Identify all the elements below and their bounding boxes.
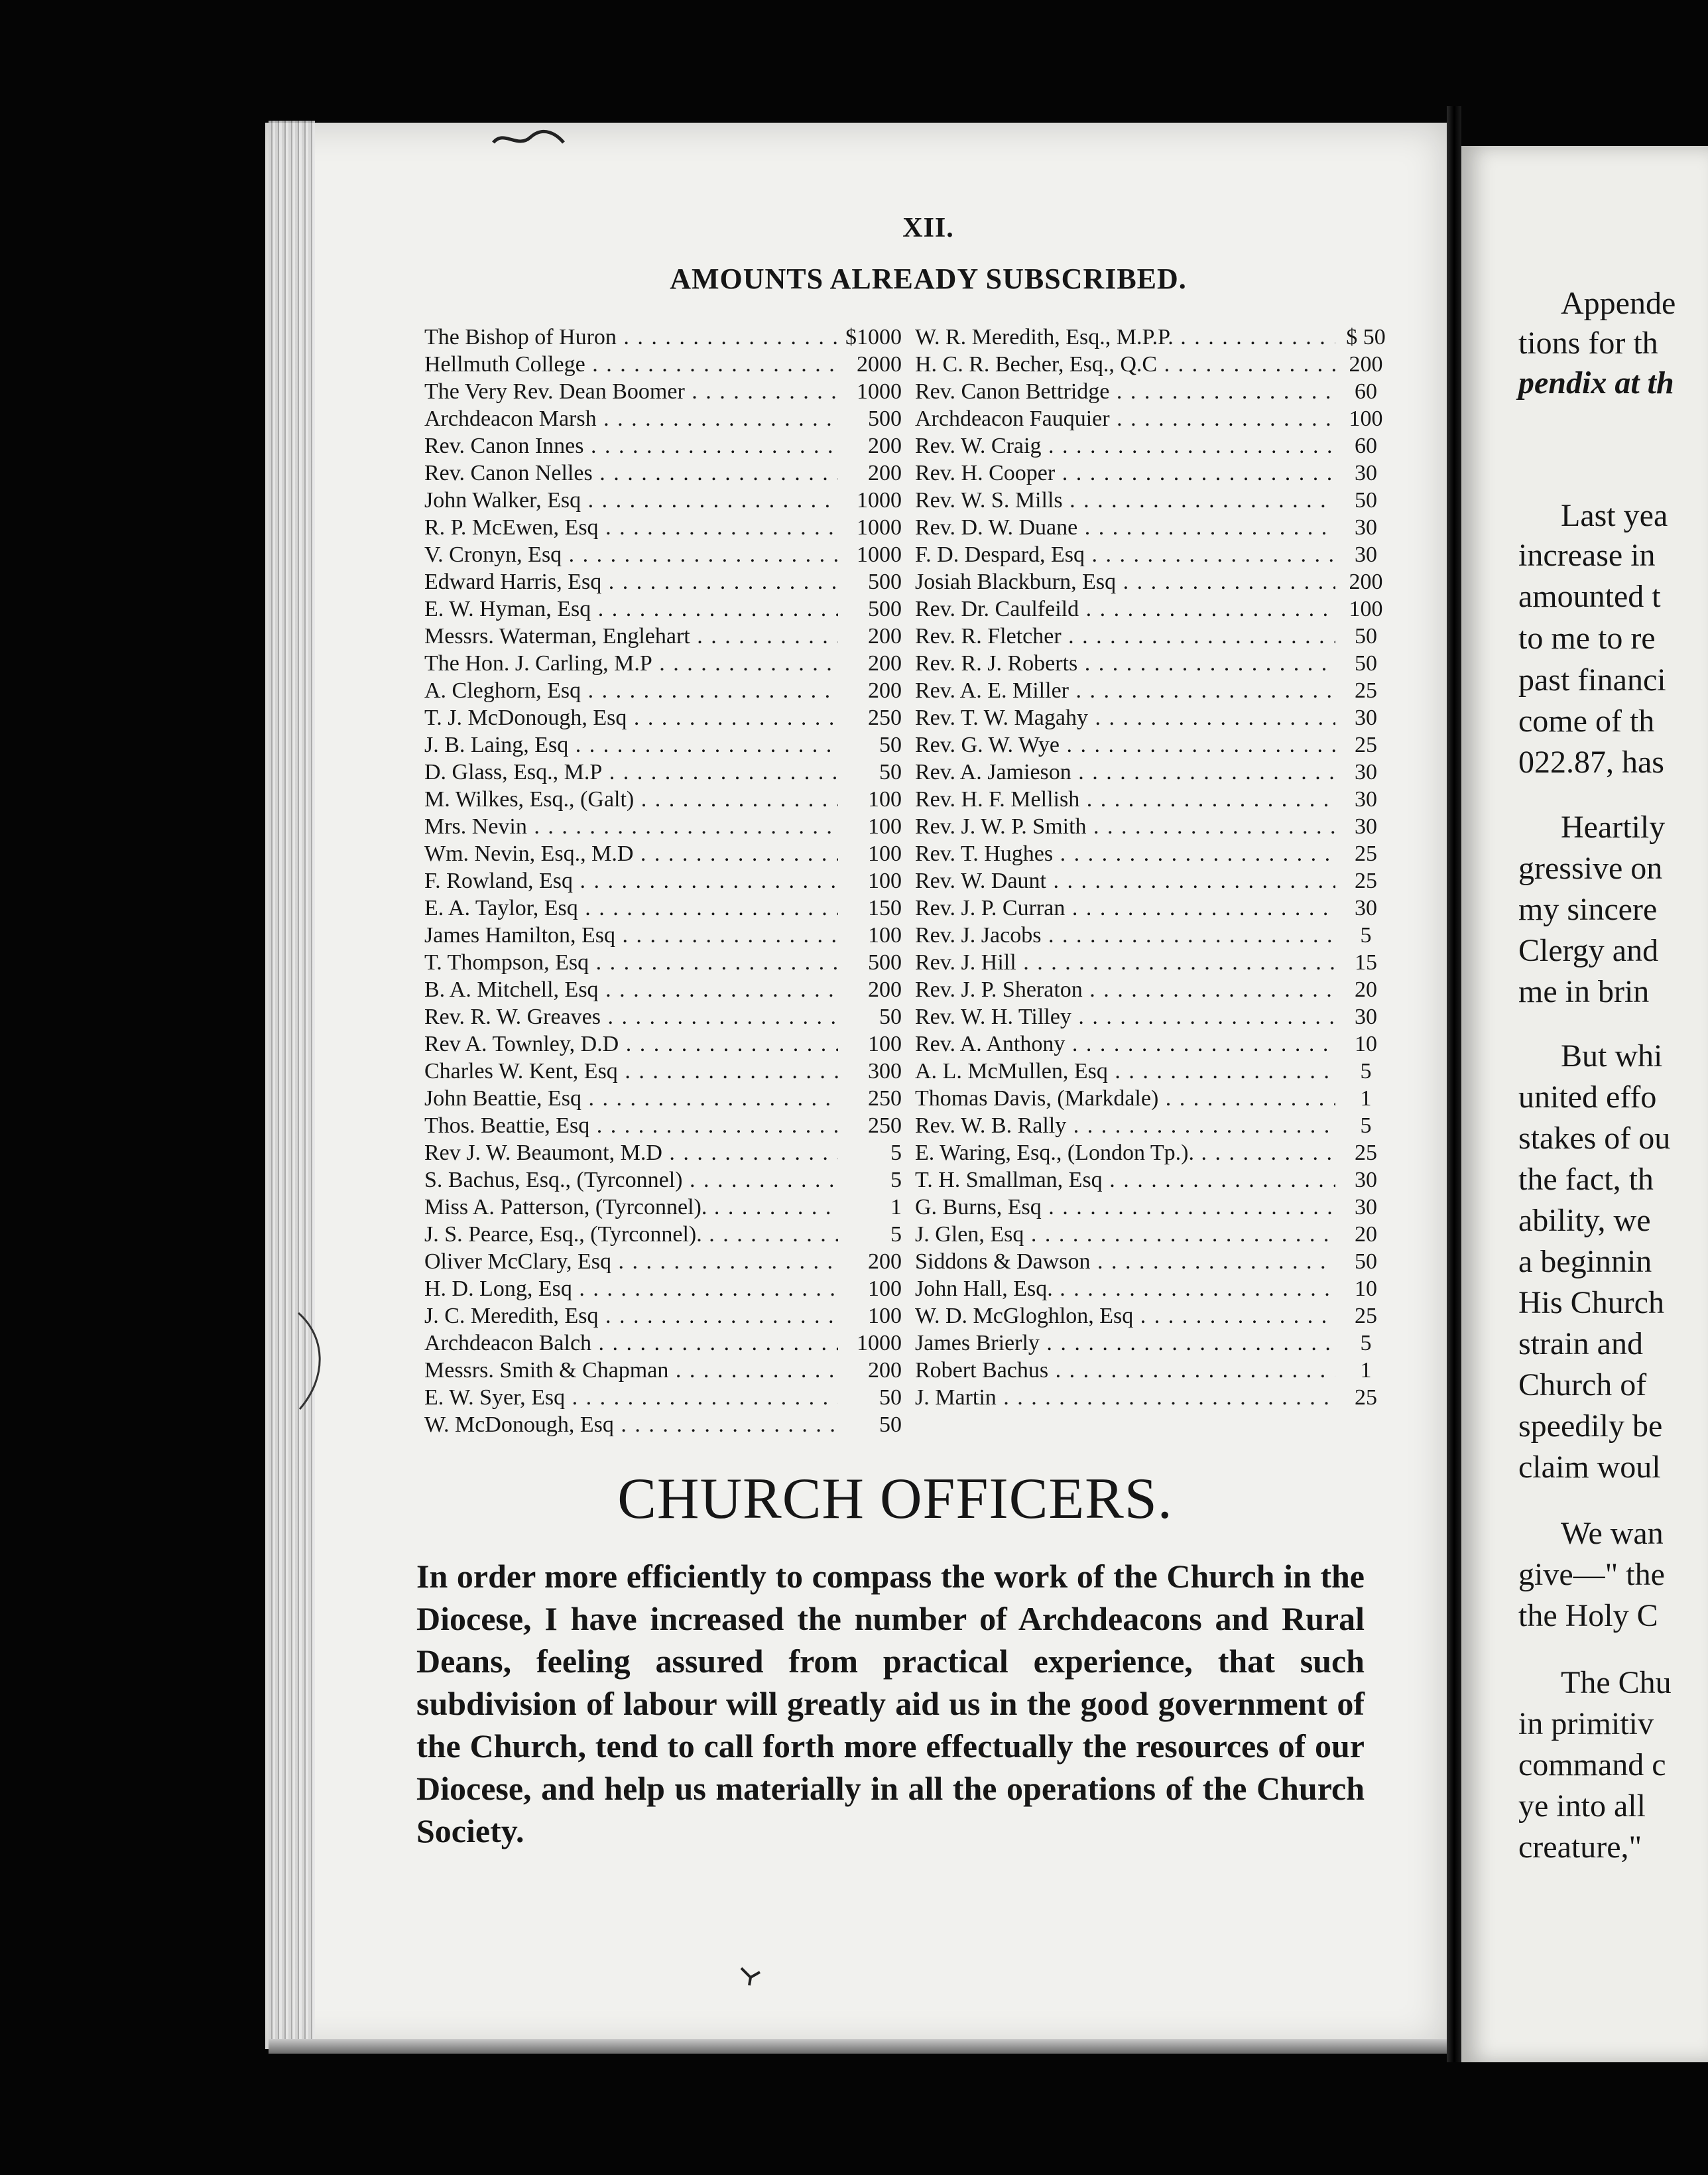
subscriber-name: Josiah Blackburn, Esq . . . — [915, 568, 1335, 595]
subscriber-name: E. Waring, Esq., (London Tp.). . . . — [915, 1139, 1335, 1166]
subscriber-row — [915, 650, 1392, 677]
subscriber-amount: 5 — [1360, 1059, 1372, 1084]
subscriber-row — [915, 840, 1392, 867]
subscriber-name: Oliver McClary, Esq . . . — [424, 1248, 838, 1275]
right-page-line: amounted t — [1518, 579, 1661, 614]
subscriber-row — [915, 432, 1392, 460]
subscriber-row — [424, 595, 902, 623]
subscriber-name: S. Bachus, Esq., (Tyrconnel) . . . — [424, 1166, 838, 1194]
subscriber-name: Siddons & Dawson . . . — [915, 1248, 1335, 1275]
subscriber-name: H. D. Long, Esq . . . — [424, 1275, 838, 1302]
subscriber-row — [915, 1384, 1392, 1411]
subscriber-name: John Beattie, Esq . . . — [424, 1085, 838, 1112]
right-page-line: the fact, th — [1518, 1162, 1654, 1197]
subscriber-name: Rev. J. P. Curran . . . — [915, 895, 1335, 922]
subscriber-row — [915, 759, 1392, 786]
right-page-line: ye into all — [1518, 1788, 1646, 1824]
subscriber-row — [915, 1194, 1392, 1221]
subscriber-row — [915, 922, 1392, 949]
subscriber-name: E. W. Hyman, Esq . . . — [424, 595, 838, 623]
subscriber-amount: 50 — [1355, 624, 1377, 649]
subscriber-name: T. J. McDonough, Esq . . . — [424, 704, 838, 731]
subscriber-name: Rev. J. Jacobs . . . — [915, 922, 1335, 949]
subscriber-row — [424, 1384, 902, 1411]
subscriber-name: Messrs. Smith & Chapman . . . — [424, 1357, 838, 1384]
subscriber-row — [915, 324, 1392, 351]
subscriber-row — [424, 895, 902, 922]
subscriber-row — [424, 1003, 902, 1030]
subscriber-row — [915, 786, 1392, 813]
subscriber-row — [424, 867, 902, 895]
subscriber-row — [424, 514, 902, 541]
subscriber-row — [424, 1330, 902, 1357]
subscriber-amount: 1000 — [857, 488, 902, 513]
subscriber-row — [424, 1194, 902, 1221]
subscriber-row — [424, 704, 902, 731]
subscriber-row — [424, 1357, 902, 1384]
subscriber-name: James Hamilton, Esq . . . — [424, 922, 838, 949]
subscriber-name: Rev. Canon Bettridge . . . — [915, 378, 1335, 405]
right-page-line: gressive on — [1518, 851, 1663, 886]
subscriber-amount: 25 — [1355, 733, 1377, 757]
subscriber-amount: 50 — [879, 1412, 902, 1437]
subscriber-name: W. R. Meredith, Esq., M.P.P. . . . — [915, 324, 1335, 351]
subscriber-row — [915, 677, 1392, 704]
right-page-line: tions for th — [1518, 326, 1658, 361]
subscriber-amount: 100 — [1349, 406, 1383, 431]
subscriber-row — [915, 1166, 1392, 1194]
subscriber-amount: 5 — [1360, 923, 1372, 948]
subscriber-amount: 500 — [868, 570, 902, 594]
subscriber-row — [915, 351, 1392, 378]
right-page-line: strain and — [1518, 1326, 1643, 1361]
subscriber-row — [424, 487, 902, 514]
subscriber-row — [915, 378, 1392, 405]
subscriber-row — [424, 405, 902, 432]
subscriber-name: Rev. T. W. Magahy . . . — [915, 704, 1335, 731]
subscriber-row — [915, 813, 1392, 840]
subscribers-left-column — [424, 324, 902, 1438]
right-page-line: pendix at th — [1518, 365, 1674, 401]
subscriber-row — [424, 623, 902, 650]
subscriber-name: J. C. Meredith, Esq . . . — [424, 1302, 838, 1330]
subscriber-row — [915, 867, 1392, 895]
right-page-line: Clergy and — [1518, 933, 1659, 968]
subscriber-row — [915, 623, 1392, 650]
subscriber-name: Rev. A. Jamieson . . . — [915, 759, 1335, 786]
subscriber-amount: 30 — [1355, 787, 1377, 812]
right-page-line: Heartily — [1561, 810, 1666, 845]
subscriber-row — [915, 1221, 1392, 1248]
subscriber-amount: 300 — [868, 1059, 902, 1084]
subscriber-row — [424, 976, 902, 1003]
right-page-line: claim woul — [1518, 1450, 1661, 1485]
right-page-line: stakes of ou — [1518, 1121, 1671, 1156]
subscriber-amount: 200 — [868, 461, 902, 485]
subscriber-amount: 250 — [868, 1086, 902, 1111]
subscriber-row — [424, 378, 902, 405]
subscriber-amount: 15 — [1355, 950, 1377, 975]
subscriber-amount: 100 — [868, 814, 902, 839]
subscriber-row — [915, 1112, 1392, 1139]
subscriber-amount: 20 — [1355, 1222, 1377, 1247]
subscriber-name: Rev A. Townley, D.D . . . — [424, 1030, 838, 1058]
subscriber-row — [915, 1030, 1392, 1058]
subscriber-amount: 5 — [890, 1222, 902, 1247]
subscriber-name: Mrs. Nevin . . . — [424, 813, 838, 840]
subscriber-amount: 25 — [1355, 841, 1377, 866]
subscriber-amount: 10 — [1355, 1276, 1377, 1301]
subscriber-amount: 25 — [1355, 1304, 1377, 1328]
right-page-line: in primitiv — [1518, 1706, 1654, 1741]
subscriber-row — [424, 432, 902, 460]
subscriber-name: Rev. W. S. Mills . . . — [915, 487, 1335, 514]
subscriber-amount: 1 — [1360, 1086, 1372, 1111]
subscriber-amount: 100 — [868, 1276, 902, 1301]
subscriber-name: Rev. A. E. Miller . . . — [915, 677, 1335, 704]
subscriber-name: Rev. G. W. Wye . . . — [915, 731, 1335, 759]
subscriber-row — [424, 1302, 902, 1330]
subscriber-name: Rev. J. Hill . . . — [915, 949, 1335, 976]
subscriber-name: The Bishop of Huron . . . — [424, 324, 838, 351]
right-page-line: speedily be — [1518, 1408, 1663, 1444]
subscriber-name: Rev. W. Craig . . . — [915, 432, 1335, 460]
subscriber-name: Rev. R. Fletcher . . . — [915, 623, 1335, 650]
subscriber-name: Rev. W. H. Tilley . . . — [915, 1003, 1335, 1030]
subscriber-row — [424, 1275, 902, 1302]
subscriber-name: Rev. R. W. Greaves . . . — [424, 1003, 838, 1030]
ink-mark-top — [491, 123, 570, 156]
subscriptions-heading: AMOUNTS ALREADY SUBSCRIBED. — [670, 263, 1187, 295]
subscriber-amount: 200 — [868, 1358, 902, 1383]
subscriber-row — [424, 786, 902, 813]
subscriber-name: Thos. Beattie, Esq . . . — [424, 1112, 838, 1139]
subscriber-row — [915, 1058, 1392, 1085]
subscriber-name: Rev. H. Cooper . . . — [915, 460, 1335, 487]
right-page-line: Church of — [1518, 1367, 1647, 1402]
right-page-line: creature," — [1518, 1830, 1642, 1865]
subscriber-row — [915, 1357, 1392, 1384]
subscriber-name: W. D. McGloghlon, Esq . . . — [915, 1302, 1335, 1330]
subscriber-row — [915, 1275, 1392, 1302]
subscriber-amount: 1000 — [857, 542, 902, 567]
subscriber-amount: 100 — [868, 787, 902, 812]
subscriber-row — [424, 922, 902, 949]
subscriber-amount: 30 — [1355, 706, 1377, 730]
subscriber-amount: 30 — [1355, 461, 1377, 485]
right-page-line: give—" the — [1518, 1557, 1665, 1592]
subscriber-name: V. Cronyn, Esq . . . — [424, 541, 838, 568]
subscriber-amount: 25 — [1355, 869, 1377, 893]
subscriber-amount: 500 — [868, 950, 902, 975]
subscriber-amount: 250 — [868, 1113, 902, 1138]
subscriber-row — [424, 1411, 902, 1438]
subscriber-row — [915, 976, 1392, 1003]
subscriber-name: A. L. McMullen, Esq . . . — [915, 1058, 1335, 1085]
subscriber-name: Rev. R. J. Roberts . . . — [915, 650, 1335, 677]
subscriber-name: A. Cleghorn, Esq . . . — [424, 677, 838, 704]
subscriber-name: W. McDonough, Esq . . . — [424, 1411, 838, 1438]
subscriber-amount: 100 — [868, 923, 902, 948]
subscriber-row — [424, 541, 902, 568]
subscriber-amount: 50 — [1355, 1249, 1377, 1274]
subscriber-row — [915, 1302, 1392, 1330]
subscriber-amount: 30 — [1355, 1195, 1377, 1219]
subscriber-name: Rev. W. Daunt . . . — [915, 867, 1335, 895]
subscriber-name: Rev. Canon Innes . . . — [424, 432, 838, 460]
subscriber-name: M. Wilkes, Esq., (Galt) . . . — [424, 786, 838, 813]
subscriber-amount: 200 — [868, 977, 902, 1002]
subscriber-amount: 1 — [890, 1195, 902, 1219]
right-page-line: Last yea — [1561, 498, 1668, 533]
subscriber-amount: 30 — [1355, 814, 1377, 839]
subscriber-row — [424, 731, 902, 759]
subscriber-amount: 200 — [868, 434, 902, 458]
subscriber-name: Thomas Davis, (Markdale) . . . — [915, 1085, 1335, 1112]
subscriber-name: Edward Harris, Esq . . . — [424, 568, 838, 595]
subscriber-row — [915, 595, 1392, 623]
subscriber-name: Robert Bachus . . . — [915, 1357, 1335, 1384]
subscriber-row — [424, 840, 902, 867]
subscriber-row — [424, 759, 902, 786]
subscriber-row — [915, 514, 1392, 541]
subscriber-amount: 50 — [1355, 651, 1377, 676]
ink-mark-bottom — [737, 1963, 764, 1989]
subscriber-name: Hellmuth College . . . — [424, 351, 838, 378]
subscriber-row — [424, 650, 902, 677]
subscriber-name: E. A. Taylor, Esq . . . — [424, 895, 838, 922]
subscriber-amount: 100 — [868, 841, 902, 866]
subscriber-amount: 200 — [1349, 570, 1383, 594]
page-bottom-edge — [269, 2039, 1455, 2054]
subscriber-name: Rev. H. F. Mellish . . . — [915, 786, 1335, 813]
subscriber-name: T. H. Smallman, Esq . . . — [915, 1166, 1335, 1194]
subscriber-name: Rev J. W. Beaumont, M.D . . . — [424, 1139, 838, 1166]
right-page-line: to me to re — [1518, 621, 1656, 656]
subscriber-row — [915, 460, 1392, 487]
right-page-line: The Chu — [1561, 1665, 1672, 1700]
subscriber-amount: 5 — [890, 1168, 902, 1192]
subscriber-row — [915, 1139, 1392, 1166]
subscriber-amount: 200 — [868, 624, 902, 649]
subscriber-name: F. D. Despard, Esq . . . — [915, 541, 1335, 568]
right-page-line: me in brin — [1518, 974, 1650, 1009]
subscriber-name: Archdeacon Fauquier . . . — [915, 405, 1335, 432]
subscriber-amount: 50 — [1355, 488, 1377, 513]
subscriber-name: Rev. Canon Nelles . . . — [424, 460, 838, 487]
subscriber-name: James Brierly . . . — [915, 1330, 1335, 1357]
subscriber-name: John Hall, Esq. . . . — [915, 1275, 1335, 1302]
section-paragraph: In order more efficiently to compass the work of the Church in the Diocese, I have increased the number of Archdeacons and Rural Deans, feeling assured from practical experience, that such subdivision of labour will greatly aid us in the good government of the Church, tend to call forth more effectually the resources of our Diocese, and help us materially in all the operations of the Church Society. — [416, 1558, 1365, 1849]
subscriber-amount: $1000 — [845, 325, 902, 349]
subscriber-name: Rev. T. Hughes . . . — [915, 840, 1335, 867]
subscriber-amount: 250 — [868, 706, 902, 730]
subscriber-row — [424, 460, 902, 487]
subscriber-name: D. Glass, Esq., M.P . . . — [424, 759, 838, 786]
subscriber-amount: 1000 — [857, 379, 902, 404]
subscriber-amount: 200 — [868, 651, 902, 676]
subscriber-name: Archdeacon Marsh . . . — [424, 405, 838, 432]
subscriber-amount: 50 — [879, 1385, 902, 1410]
right-page-line: united effo — [1518, 1080, 1657, 1115]
right-page-line: 022.87, has — [1518, 745, 1664, 780]
right-page-line: a beginnin — [1518, 1244, 1652, 1279]
right-page-line: But whi — [1561, 1038, 1663, 1074]
subscribers-right-column — [915, 324, 1392, 1411]
subscriber-name: Rev. Dr. Caulfeild . . . — [915, 595, 1335, 623]
subscriber-name: The Very Rev. Dean Boomer . . . — [424, 378, 838, 405]
subscriber-row — [424, 949, 902, 976]
subscriber-amount: 25 — [1355, 678, 1377, 703]
subscriber-name: Miss A. Patterson, (Tyrconnel). . . . — [424, 1194, 838, 1221]
subscriber-name: J. B. Laing, Esq . . . — [424, 731, 838, 759]
subscriber-row — [915, 405, 1392, 432]
right-page-line: my sincere — [1518, 892, 1658, 927]
subscriber-name: Archdeacon Balch . . . — [424, 1330, 838, 1357]
right-page-line: increase in — [1518, 538, 1656, 573]
right-page-line: His Church — [1518, 1285, 1664, 1320]
subscriber-amount: 1000 — [857, 515, 902, 540]
subscriber-amount: 150 — [868, 896, 902, 920]
subscriber-row — [424, 677, 902, 704]
subscriber-amount: 200 — [1349, 352, 1383, 377]
subscriber-name: H. C. R. Becher, Esq., Q.C . . . — [915, 351, 1335, 378]
subscriber-row — [424, 1058, 902, 1085]
subscriber-amount: 100 — [868, 1032, 902, 1056]
subscriber-name: The Hon. J. Carling, M.P . . . — [424, 650, 838, 677]
subscriber-amount: 50 — [879, 733, 902, 757]
subscriber-row — [424, 1030, 902, 1058]
right-page-line: Appende — [1561, 286, 1676, 321]
subscriber-row — [915, 541, 1392, 568]
right-page-line: We wan — [1561, 1516, 1664, 1551]
subscriber-row — [915, 949, 1392, 976]
subscriber-row — [915, 487, 1392, 514]
subscriber-row — [424, 568, 902, 595]
subscriber-row — [915, 731, 1392, 759]
subscriber-amount: 30 — [1355, 896, 1377, 920]
subscriber-amount: 60 — [1355, 379, 1377, 404]
subscriber-amount: 50 — [879, 760, 902, 784]
subscriber-name: B. A. Mitchell, Esq . . . — [424, 976, 838, 1003]
subscriber-row — [424, 324, 902, 351]
subscriber-amount: 20 — [1355, 977, 1377, 1002]
subscriber-row — [915, 1330, 1392, 1357]
right-page-line: the Holy C — [1518, 1598, 1658, 1633]
subscriber-name: E. W. Syer, Esq . . . — [424, 1384, 838, 1411]
subscriber-amount: 50 — [879, 1005, 902, 1029]
subscriber-amount: 30 — [1355, 1168, 1377, 1192]
right-page-line: come of th — [1518, 704, 1655, 739]
subscriber-amount: 2000 — [857, 352, 902, 377]
subscriber-row — [424, 1248, 902, 1275]
subscriber-name: R. P. McEwen, Esq . . . — [424, 514, 838, 541]
subscriber-row — [424, 813, 902, 840]
subscriber-name: Wm. Nevin, Esq., M.D . . . — [424, 840, 838, 867]
subscriber-name: Rev. A. Anthony . . . — [915, 1030, 1335, 1058]
subscriber-row — [915, 568, 1392, 595]
subscriber-name: G. Burns, Esq . . . — [915, 1194, 1335, 1221]
margin-bracket — [292, 1310, 332, 1416]
subscriber-amount: 1 — [1360, 1358, 1372, 1383]
subscriber-name: Rev. J. P. Sheraton . . . — [915, 976, 1335, 1003]
subscriber-amount: 500 — [868, 597, 902, 621]
subscriber-name: J. Glen, Esq . . . — [915, 1221, 1335, 1248]
subscriber-row — [915, 895, 1392, 922]
subscriber-row — [424, 1221, 902, 1248]
subscriber-amount: 200 — [868, 678, 902, 703]
subscriber-name: Rev. D. W. Duane . . . — [915, 514, 1335, 541]
subscriber-name: John Walker, Esq . . . — [424, 487, 838, 514]
subscriber-amount: 30 — [1355, 760, 1377, 784]
subscriber-row — [915, 704, 1392, 731]
subscriber-amount: 100 — [868, 869, 902, 893]
subscriber-name: Charles W. Kent, Esq . . . — [424, 1058, 838, 1085]
subscriber-row — [424, 1085, 902, 1112]
page-edges — [269, 121, 315, 2050]
subscriber-amount: 60 — [1355, 434, 1377, 458]
book-gutter — [1447, 106, 1461, 2062]
subscriber-name: Messrs. Waterman, Englehart . . . — [424, 623, 838, 650]
subscriber-amount: 5 — [1360, 1113, 1372, 1138]
subscriber-amount: 10 — [1355, 1032, 1377, 1056]
right-page — [1461, 146, 1708, 2062]
section-title: CHURCH OFFICERS. — [617, 1467, 1173, 1531]
subscriber-name: J. Martin . . . — [915, 1384, 1335, 1411]
subscriber-amount: 5 — [1360, 1331, 1372, 1355]
subscriber-amount: 500 — [868, 406, 902, 431]
subscriber-name: T. Thompson, Esq . . . — [424, 949, 838, 976]
subscriber-row — [424, 1112, 902, 1139]
subscriber-amount: 25 — [1355, 1141, 1377, 1165]
subscriber-name: F. Rowland, Esq . . . — [424, 867, 838, 895]
subscriber-amount: 5 — [890, 1141, 902, 1165]
subscriber-amount: 100 — [868, 1304, 902, 1328]
subscriber-row — [424, 1139, 902, 1166]
subscriber-name: Rev. W. B. Rally . . . — [915, 1112, 1335, 1139]
subscriber-row — [424, 351, 902, 378]
subscriber-name: Rev. J. W. P. Smith . . . — [915, 813, 1335, 840]
subscriber-amount: 30 — [1355, 1005, 1377, 1029]
right-page-line: past financi — [1518, 662, 1666, 698]
subscriber-amount: 25 — [1355, 1385, 1377, 1410]
subscriber-row — [915, 1003, 1392, 1030]
subscriber-amount: 200 — [868, 1249, 902, 1274]
subscriber-row — [424, 1166, 902, 1194]
subscriber-amount: 1000 — [857, 1331, 902, 1355]
subscriber-row — [915, 1248, 1392, 1275]
subscriber-row — [915, 1085, 1392, 1112]
subscriber-name: J. S. Pearce, Esq., (Tyrconnel). . . . — [424, 1221, 838, 1248]
page-number: XII. — [902, 213, 954, 243]
subscriber-amount: 30 — [1355, 542, 1377, 567]
right-page-line: ability, we — [1518, 1203, 1651, 1238]
subscriber-amount: $ 50 — [1346, 325, 1386, 349]
subscriber-amount: 30 — [1355, 515, 1377, 540]
right-page-line: command c — [1518, 1747, 1666, 1782]
subscriber-amount: 100 — [1349, 597, 1383, 621]
